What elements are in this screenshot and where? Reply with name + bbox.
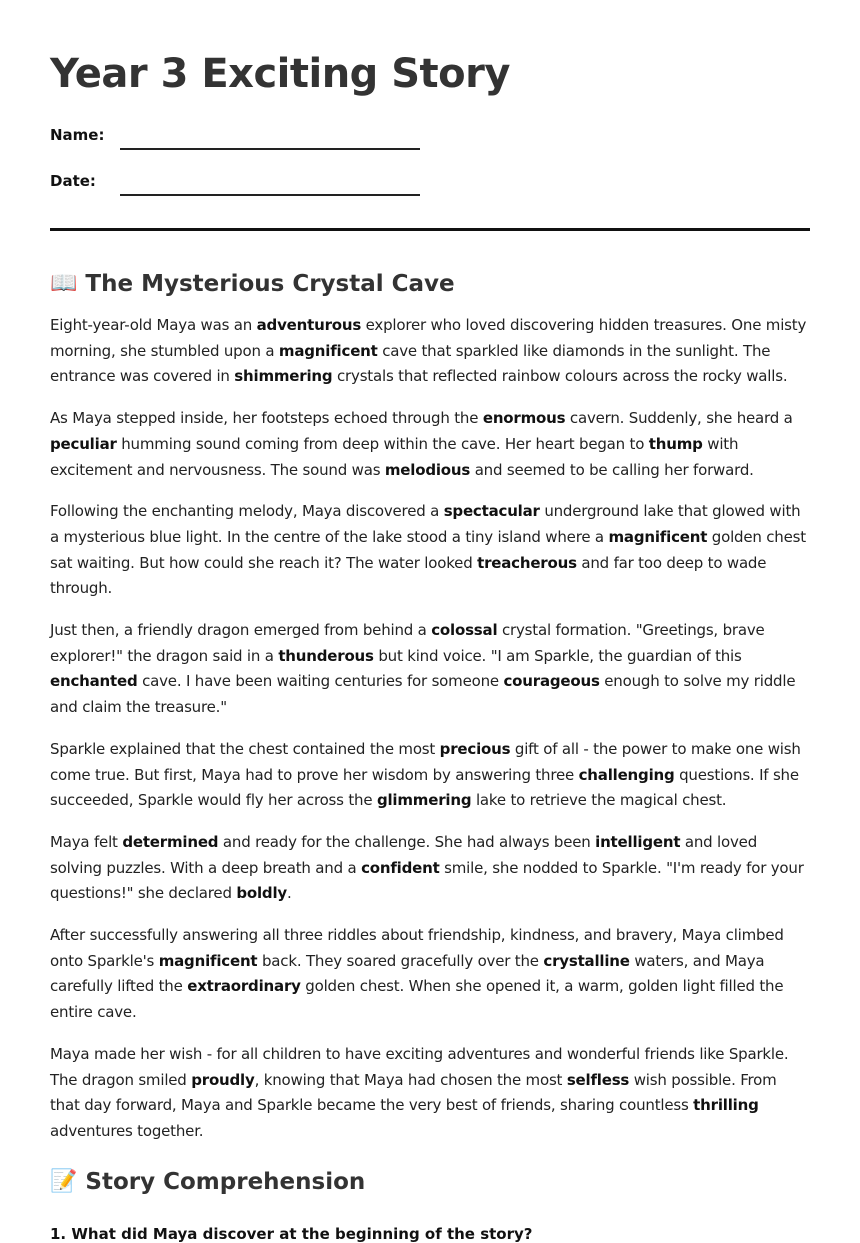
vocabulary-word: precious	[439, 739, 511, 758]
story-text: and loved solving puzzles. With a deep breath and a	[50, 832, 758, 877]
story-text: gift of all - the power to make one wish come true. But first, Maya had to prove her wisdom by answering three	[50, 739, 801, 784]
vocabulary-word: thump	[648, 434, 703, 453]
story-text: crystals that reflected rainbow colours across the rocky walls.	[332, 367, 788, 386]
vocabulary-word: challenging	[578, 765, 675, 784]
story-text: humming sound coming from deep within the cave. Her heart began to	[116, 434, 649, 453]
story-heading	[50, 269, 810, 299]
story-text: smile, she nodded to Sparkle. "I'm ready for your questions!" she declared	[50, 858, 804, 903]
vocabulary-word: melodious	[384, 460, 471, 479]
vocabulary-word: peculiar	[50, 434, 117, 453]
story-text: with excitement and nervousness. The sound was	[50, 434, 739, 479]
vocabulary-word: confident	[361, 858, 440, 877]
vocabulary-word: intelligent	[595, 832, 681, 851]
vocabulary-word: adventurous	[256, 316, 362, 334]
story-text: golden chest sat waiting. But how could she reach it? The water looked	[50, 527, 806, 572]
story-text: enough to solve my riddle and claim the treasure."	[50, 672, 796, 717]
vocabulary-word: enchanted	[50, 672, 138, 691]
story-text: Eight-year-old Maya was an	[50, 316, 257, 334]
story-text: explorer who loved discovering hidden treasures. One misty morning, she stumbled upon a	[50, 316, 807, 360]
vocabulary-word: extraordinary	[187, 977, 301, 996]
story-text: but kind voice. "I am Sparkle, the guardian of this	[373, 646, 742, 665]
vocabulary-word: thrilling	[693, 1096, 759, 1115]
story-text: cave that sparkled like diamonds in the sunlight. The entrance was covered in	[50, 341, 771, 386]
story-text: and seemed to be calling her forward.	[470, 460, 754, 479]
page-title: Year 3 Exciting Story	[50, 51, 510, 97]
story-text: questions. If she succeeded, Sparkle would fly her across the	[50, 765, 799, 810]
story-text: .	[287, 884, 292, 903]
story-text: Maya made her wish - for all children to have exciting adventures and wonderful friends like Sparkle. The dragon smiled	[50, 1044, 789, 1089]
memo-icon: 📝	[50, 1168, 78, 1194]
story-text: , knowing that Maya had chosen the most	[254, 1070, 567, 1089]
vocabulary-word: boldly	[236, 884, 287, 903]
vocabulary-word: proudly	[191, 1070, 255, 1089]
story-text: and far too deep to wade through.	[50, 553, 767, 598]
vocabulary-word: magnificent	[278, 341, 378, 360]
vocabulary-word: glimmering	[376, 791, 472, 810]
vocabulary-word: thunderous	[278, 646, 374, 665]
vocabulary-word: spectacular	[443, 502, 540, 521]
story-paragraph	[50, 406, 810, 483]
name-answer-line	[120, 148, 420, 150]
name-field	[50, 120, 810, 144]
story-paragraph	[50, 313, 810, 390]
story-text: Sparkle explained that the chest contained the most	[50, 739, 440, 758]
vocabulary-word: determined	[122, 832, 219, 851]
story-body	[50, 313, 810, 1145]
story-text: After successfully answering all three riddles about friendship, kindness, and bravery, Maya climbed onto Sparkle's	[50, 926, 784, 970]
story-text: and ready for the challenge. She had always been	[218, 832, 596, 851]
story-text: lake to retrieve the magical chest.	[471, 791, 727, 810]
story-paragraph	[50, 1042, 810, 1145]
date-field	[50, 166, 810, 190]
story-heading-text: The Mysterious Crystal Cave	[85, 271, 455, 297]
story-text: golden chest. When she opened it, a warm, golden light filled the entire cave.	[50, 977, 784, 1022]
date-answer-line	[120, 194, 420, 196]
comprehension-heading	[50, 1167, 810, 1197]
story-text: underground lake that glowed with a mysterious blue light. In the centre of the lake stood a tiny island where a	[50, 502, 801, 546]
story-text: Maya felt	[50, 832, 123, 851]
name-label: Name:	[50, 126, 105, 144]
story-text: wish possible. From that day forward, Maya and Sparkle became the very best of friends, sharing countless	[50, 1070, 777, 1115]
story-paragraph	[50, 737, 810, 814]
question-1: 1. What did Maya discover at the beginning of the story?	[50, 1224, 533, 1243]
vocabulary-word: crystalline	[543, 951, 630, 970]
vocabulary-word: enormous	[482, 409, 566, 428]
vocabulary-word: courageous	[503, 672, 600, 691]
story-text: cavern. Suddenly, she heard a	[565, 409, 793, 428]
vocabulary-word: shimmering	[234, 367, 333, 386]
story-text: Following the enchanting melody, Maya discovered a	[50, 502, 444, 521]
story-text: crystal formation. "Greetings, brave explorer!" the dragon said in a	[50, 621, 765, 665]
story-text: As Maya stepped inside, her footsteps echoed through the	[50, 409, 483, 428]
vocabulary-word: selfless	[566, 1070, 630, 1089]
story-text: adventures together.	[50, 1121, 204, 1140]
story-paragraph	[50, 923, 810, 1026]
header-divider	[50, 228, 810, 231]
story-text: waters, and Maya carefully lifted the	[50, 951, 765, 996]
date-label: Date:	[50, 172, 96, 190]
vocabulary-word: colossal	[431, 621, 498, 640]
vocabulary-word: magnificent	[608, 527, 708, 546]
open-book-icon: 📖	[50, 271, 78, 296]
story-paragraph	[50, 830, 810, 907]
comprehension-heading-text: Story Comprehension	[85, 1168, 366, 1195]
vocabulary-word: treacherous	[477, 553, 577, 572]
story-text: back. They soared gracefully over the	[257, 951, 544, 970]
story-paragraph	[50, 618, 810, 721]
story-text: Just then, a friendly dragon emerged from behind a	[50, 621, 432, 640]
story-text: cave. I have been waiting centuries for someone	[137, 672, 504, 691]
story-paragraph	[50, 499, 810, 602]
vocabulary-word: magnificent	[158, 951, 258, 970]
